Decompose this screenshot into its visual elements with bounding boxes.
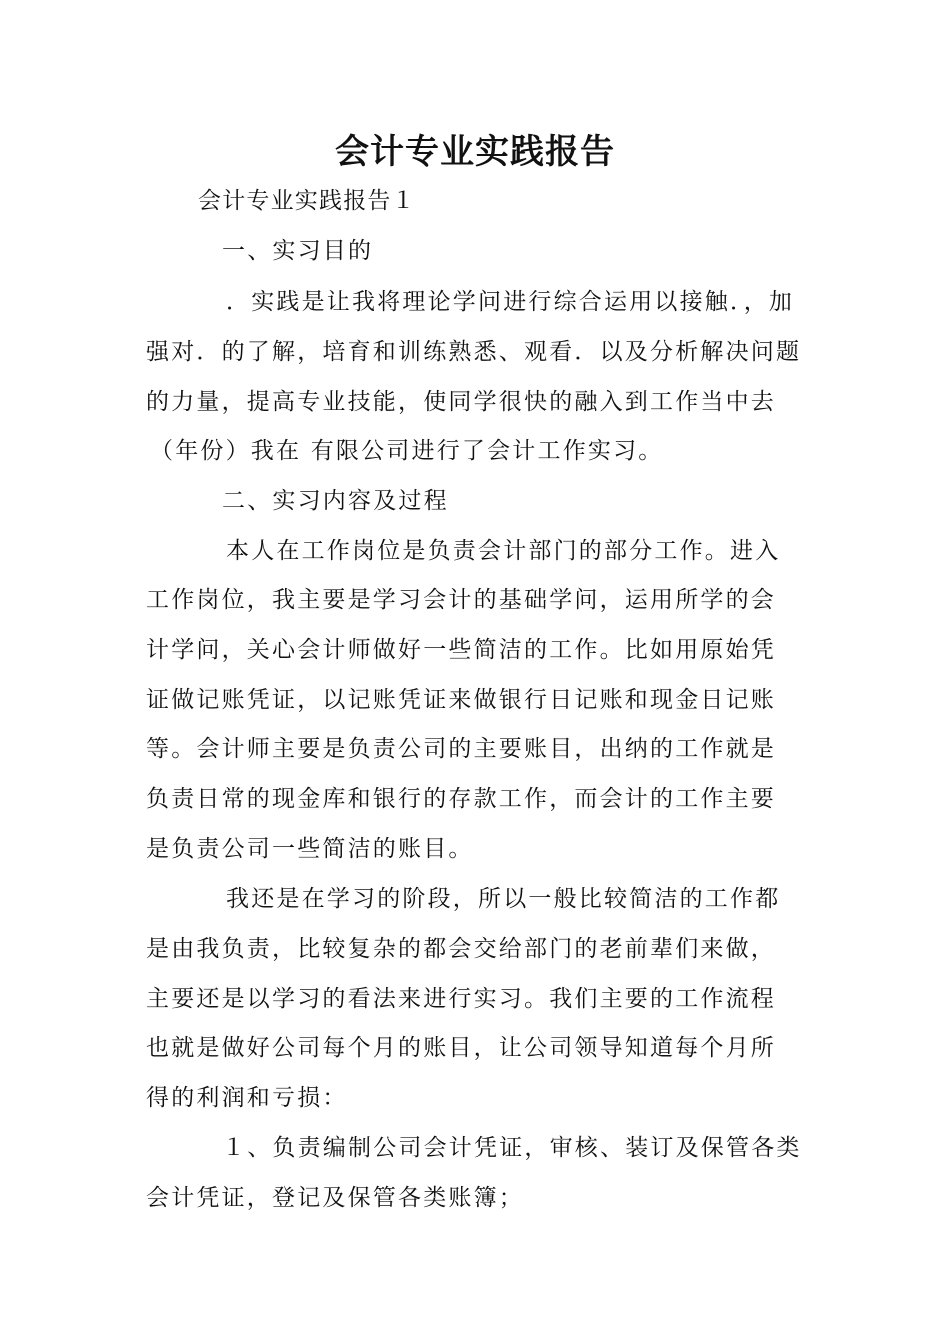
paragraph-line: 证做记账凭证，以记账凭证来做银行日记账和现金日记账 xyxy=(146,687,776,713)
section-heading-content: 二、实习内容及过程 xyxy=(222,488,449,514)
paragraph-line: 是负责公司一些简洁的账目。 xyxy=(146,836,474,862)
paragraph-line: 本人在工作岗位是负责会计部门的部分工作。进入 xyxy=(226,538,781,564)
paragraph-line: １、负责编制公司会计凭证，审核、装订及保管各类 xyxy=(222,1135,802,1161)
paragraph-line: 是由我负责，比较复杂的都会交给部门的老前辈们来做， xyxy=(146,936,776,962)
paragraph-line: ．实践是让我将理论学问进行综合运用以接触．，加 xyxy=(226,289,795,315)
document-title: 会计专业实践报告 xyxy=(335,132,615,172)
paragraph-line: 的力量，提高专业技能，使同学很快的融入到工作当中去 xyxy=(146,389,776,415)
paragraph-line: 会计凭证，登记及保管各类账簿； xyxy=(146,1185,524,1211)
paragraph-line: 工作岗位，我主要是学习会计的基础学问，运用所学的会 xyxy=(146,587,776,613)
paragraph-line: 负责日常的现金库和银行的存款工作，而会计的工作主要 xyxy=(146,786,776,812)
paragraph-line: 我还是在学习的阶段，所以一般比较简洁的工作都 xyxy=(226,886,781,912)
document-subtitle: 会计专业实践报告１ xyxy=(198,188,416,214)
paragraph-line: 也就是做好公司每个月的账目，让公司领导知道每个月所 xyxy=(146,1035,776,1061)
paragraph-line: 主要还是以学习的看法来进行实习。我们主要的工作流程 xyxy=(146,986,776,1012)
paragraph-line: 得的利润和亏损： xyxy=(146,1085,348,1111)
paragraph-line: 计学问，关心会计师做好一些简洁的工作。比如用原始凭 xyxy=(146,637,776,663)
section-heading-purpose: 一、实习目的 xyxy=(222,238,374,264)
paragraph-line: （年份）我在 有限公司进行了会计工作实习。 xyxy=(150,438,664,464)
paragraph-line: 等。会计师主要是负责公司的主要账目，出纳的工作就是 xyxy=(146,736,776,762)
paragraph-line: 强对．的了解，培育和训练熟悉、观看．以及分析解决问题 xyxy=(146,339,802,365)
